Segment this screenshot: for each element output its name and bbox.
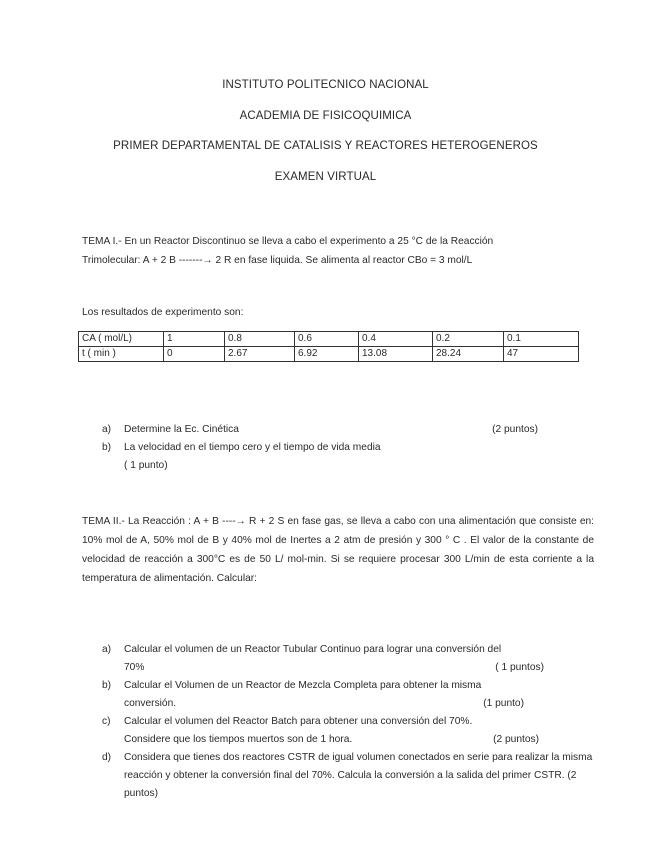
list-item [102,713,594,749]
question-text-part: Considere que los tiempos muertos son de 1 hora. [124,734,353,745]
question-text: Calcular el Volumen de un Reactor de Mezcla Completa para obtener la misma [124,680,482,691]
table-cell: 1 [164,332,225,347]
question-text: Determine la Ec. Cinética [124,424,239,435]
question-text-part: conversión. [124,698,177,709]
question-label: a) [102,644,112,655]
question-label: a) [102,424,112,435]
table-row [79,347,579,362]
list-item [102,439,538,475]
table-cell: 0.8 [225,332,295,347]
table-cell: 2.67 [225,347,295,362]
question-points: ( 1 punto) [124,460,168,471]
list-item [102,641,594,677]
question-label: d) [102,752,112,763]
question-text: La velocidad en el tiempo cero y el tiempo de vida media [124,442,381,453]
results-intro: Los resultados de experimento son: [82,307,244,318]
question-text-cont [124,731,594,749]
table-cell: 0.6 [295,332,359,347]
question-points: (1 punto) [483,698,524,709]
list-item [102,421,538,439]
tema1-line2: Trimolecular: A + 2 B -------→ 2 R en fase liquida. Se alimenta al reactor CBo = 3 mol/L [82,255,473,266]
question-text-part: 70% [124,662,145,673]
tema2-questions [102,641,594,803]
table-cell: 0.2 [433,332,504,347]
question-points: (2 puntos) [492,424,538,435]
table-cell: 13.08 [359,347,433,362]
results-table [78,331,579,362]
academy-title: ACADEMIA DE FISICOQUIMICA [239,110,412,122]
list-item [102,677,594,713]
question-text: Considera que tienes dos reactores CSTR de igual volumen conectados en serie para realizar la misma reacción y obtener la conversión final del 70%. Calcula la conversión a la salida del primer CSTR. (2 puntos) [124,752,593,799]
question-label: b) [102,680,112,691]
question-label: b) [102,442,112,453]
question-points: ( 1 puntos) [495,662,544,673]
exam-type-title: EXAMEN VIRTUAL [274,171,377,183]
tema1-questions [102,421,538,475]
table-cell: 0.4 [359,332,433,347]
table-cell: 6.92 [295,347,359,362]
list-item [102,749,594,803]
tema2-statement: TEMA II.- La Reacción : A + B ----→ R + 2 S en fase gas, se lleva a cabo con una alimentación que consiste en: 10% mol de A, 50% mol de B y 40% mol de Inertes a 2 atm de presión y 300 ° C . El valor de la constante de velocidad de reacción a 300°C es de 50 L/ mol-min. Si se requiere procesar 300 L/min de esta corriente a la temperatura de alimentación. Calcular: [82,516,594,584]
table-cell: 0 [164,347,225,362]
table-cell: 28.24 [433,347,504,362]
table-cell: 47 [504,347,579,362]
question-label: c) [102,716,111,727]
tema1-line1: TEMA I.- En un Reactor Discontinuo se lleva a cabo el experimento a 25 °C de la Reacción [82,236,494,247]
tema1-statement [82,232,594,270]
question-text-cont [124,695,594,713]
question-points: (2 puntos) [493,734,539,745]
exam-subject-title: PRIMER DEPARTAMENTAL DE CATALISIS Y REACTORES HETEROGENEROS [113,140,538,152]
question-text: Calcular el volumen de un Reactor Tubular Continuo para lograr una conversión del [124,644,502,655]
table-row-label: t ( min ) [79,347,164,362]
table-cell: 0.1 [504,332,579,347]
question-text: Calcular el volumen del Reactor Batch para obtener una conversión del 70%. [124,716,473,727]
table-row [79,332,579,347]
institution-title: INSTITUTO POLITECNICO NACIONAL [222,79,429,91]
table-row-label: CA ( mol/L) [79,332,164,347]
question-text-cont [124,659,594,677]
